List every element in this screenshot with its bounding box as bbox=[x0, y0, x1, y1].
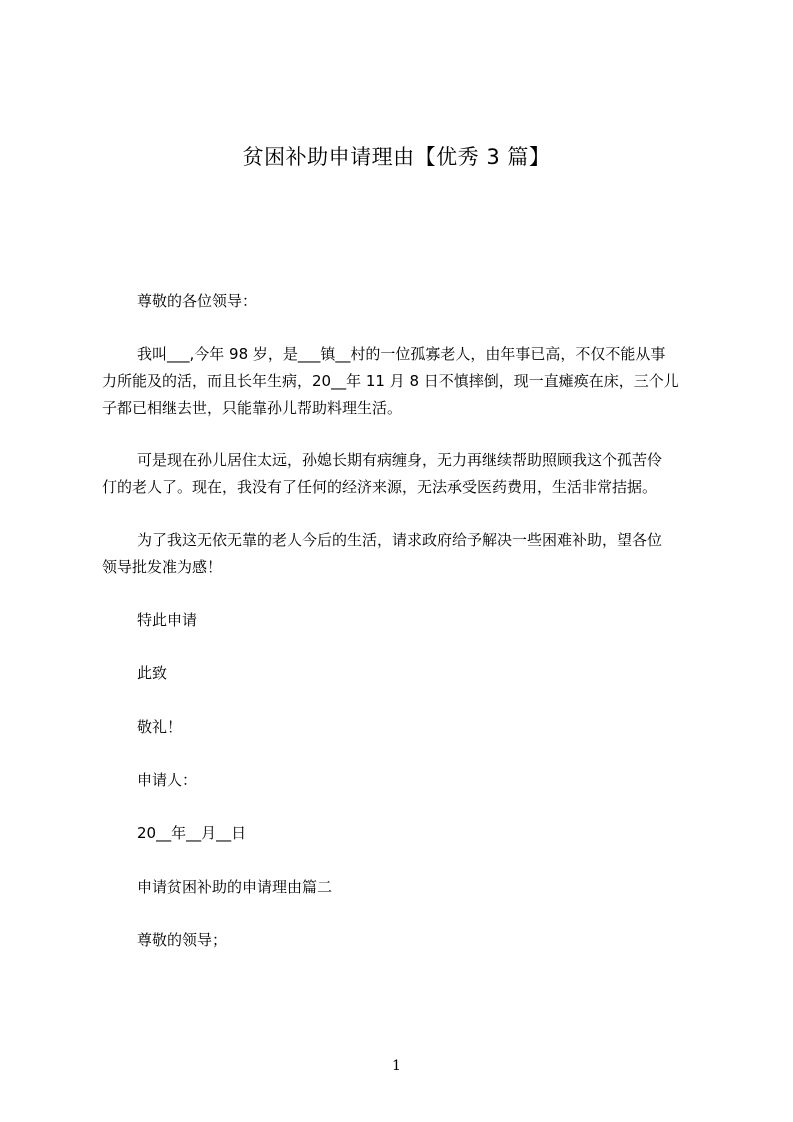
section2-salutation: 尊敬的领导； bbox=[137, 931, 228, 949]
para3-line2: 领导批发准为感！ bbox=[102, 558, 223, 576]
para1-line1: 我叫___,今年 98 岁，是___镇__村的一位孤寡老人，由年事已高，不仅不能从事 bbox=[137, 345, 666, 363]
document-title: 贫困补助申请理由【优秀 3 篇】 bbox=[242, 145, 551, 169]
page-number: 1 bbox=[392, 1058, 401, 1074]
para2-line1: 可是现在孙儿居住太远，孙媳长期有病缠身，无力再继续帮助照顾我这个孤苦伶 bbox=[137, 451, 663, 469]
section2-heading: 申请贫困补助的申请理由篇二 bbox=[137, 878, 333, 896]
closing-request: 特此申请 bbox=[137, 611, 198, 629]
applicant-label: 申请人： bbox=[137, 771, 198, 789]
closing-zhi: 此致 bbox=[137, 664, 168, 682]
salutation: 尊敬的各位领导： bbox=[137, 292, 258, 310]
para1-line3: 子都已相继去世，只能靠孙儿帮助料理生活。 bbox=[102, 399, 403, 417]
date-line: 20__年__月__日 bbox=[137, 824, 247, 842]
para2-line2: 仃的老人了。现在，我没有了任何的经济来源，无法承受医药费用，生活非常拮据。 bbox=[102, 478, 658, 496]
closing-jingli: 敬礼！ bbox=[137, 718, 183, 736]
para1-line2: 力所能及的活，而且长年生病，20__年 11 月 8 日不慎摔倒，现一直瘫痪在床，三个儿 bbox=[102, 372, 679, 390]
para3-line1: 为了我这无依无靠的老人今后的生活，请求政府给予解决一些困难补助，望各位 bbox=[137, 531, 663, 549]
